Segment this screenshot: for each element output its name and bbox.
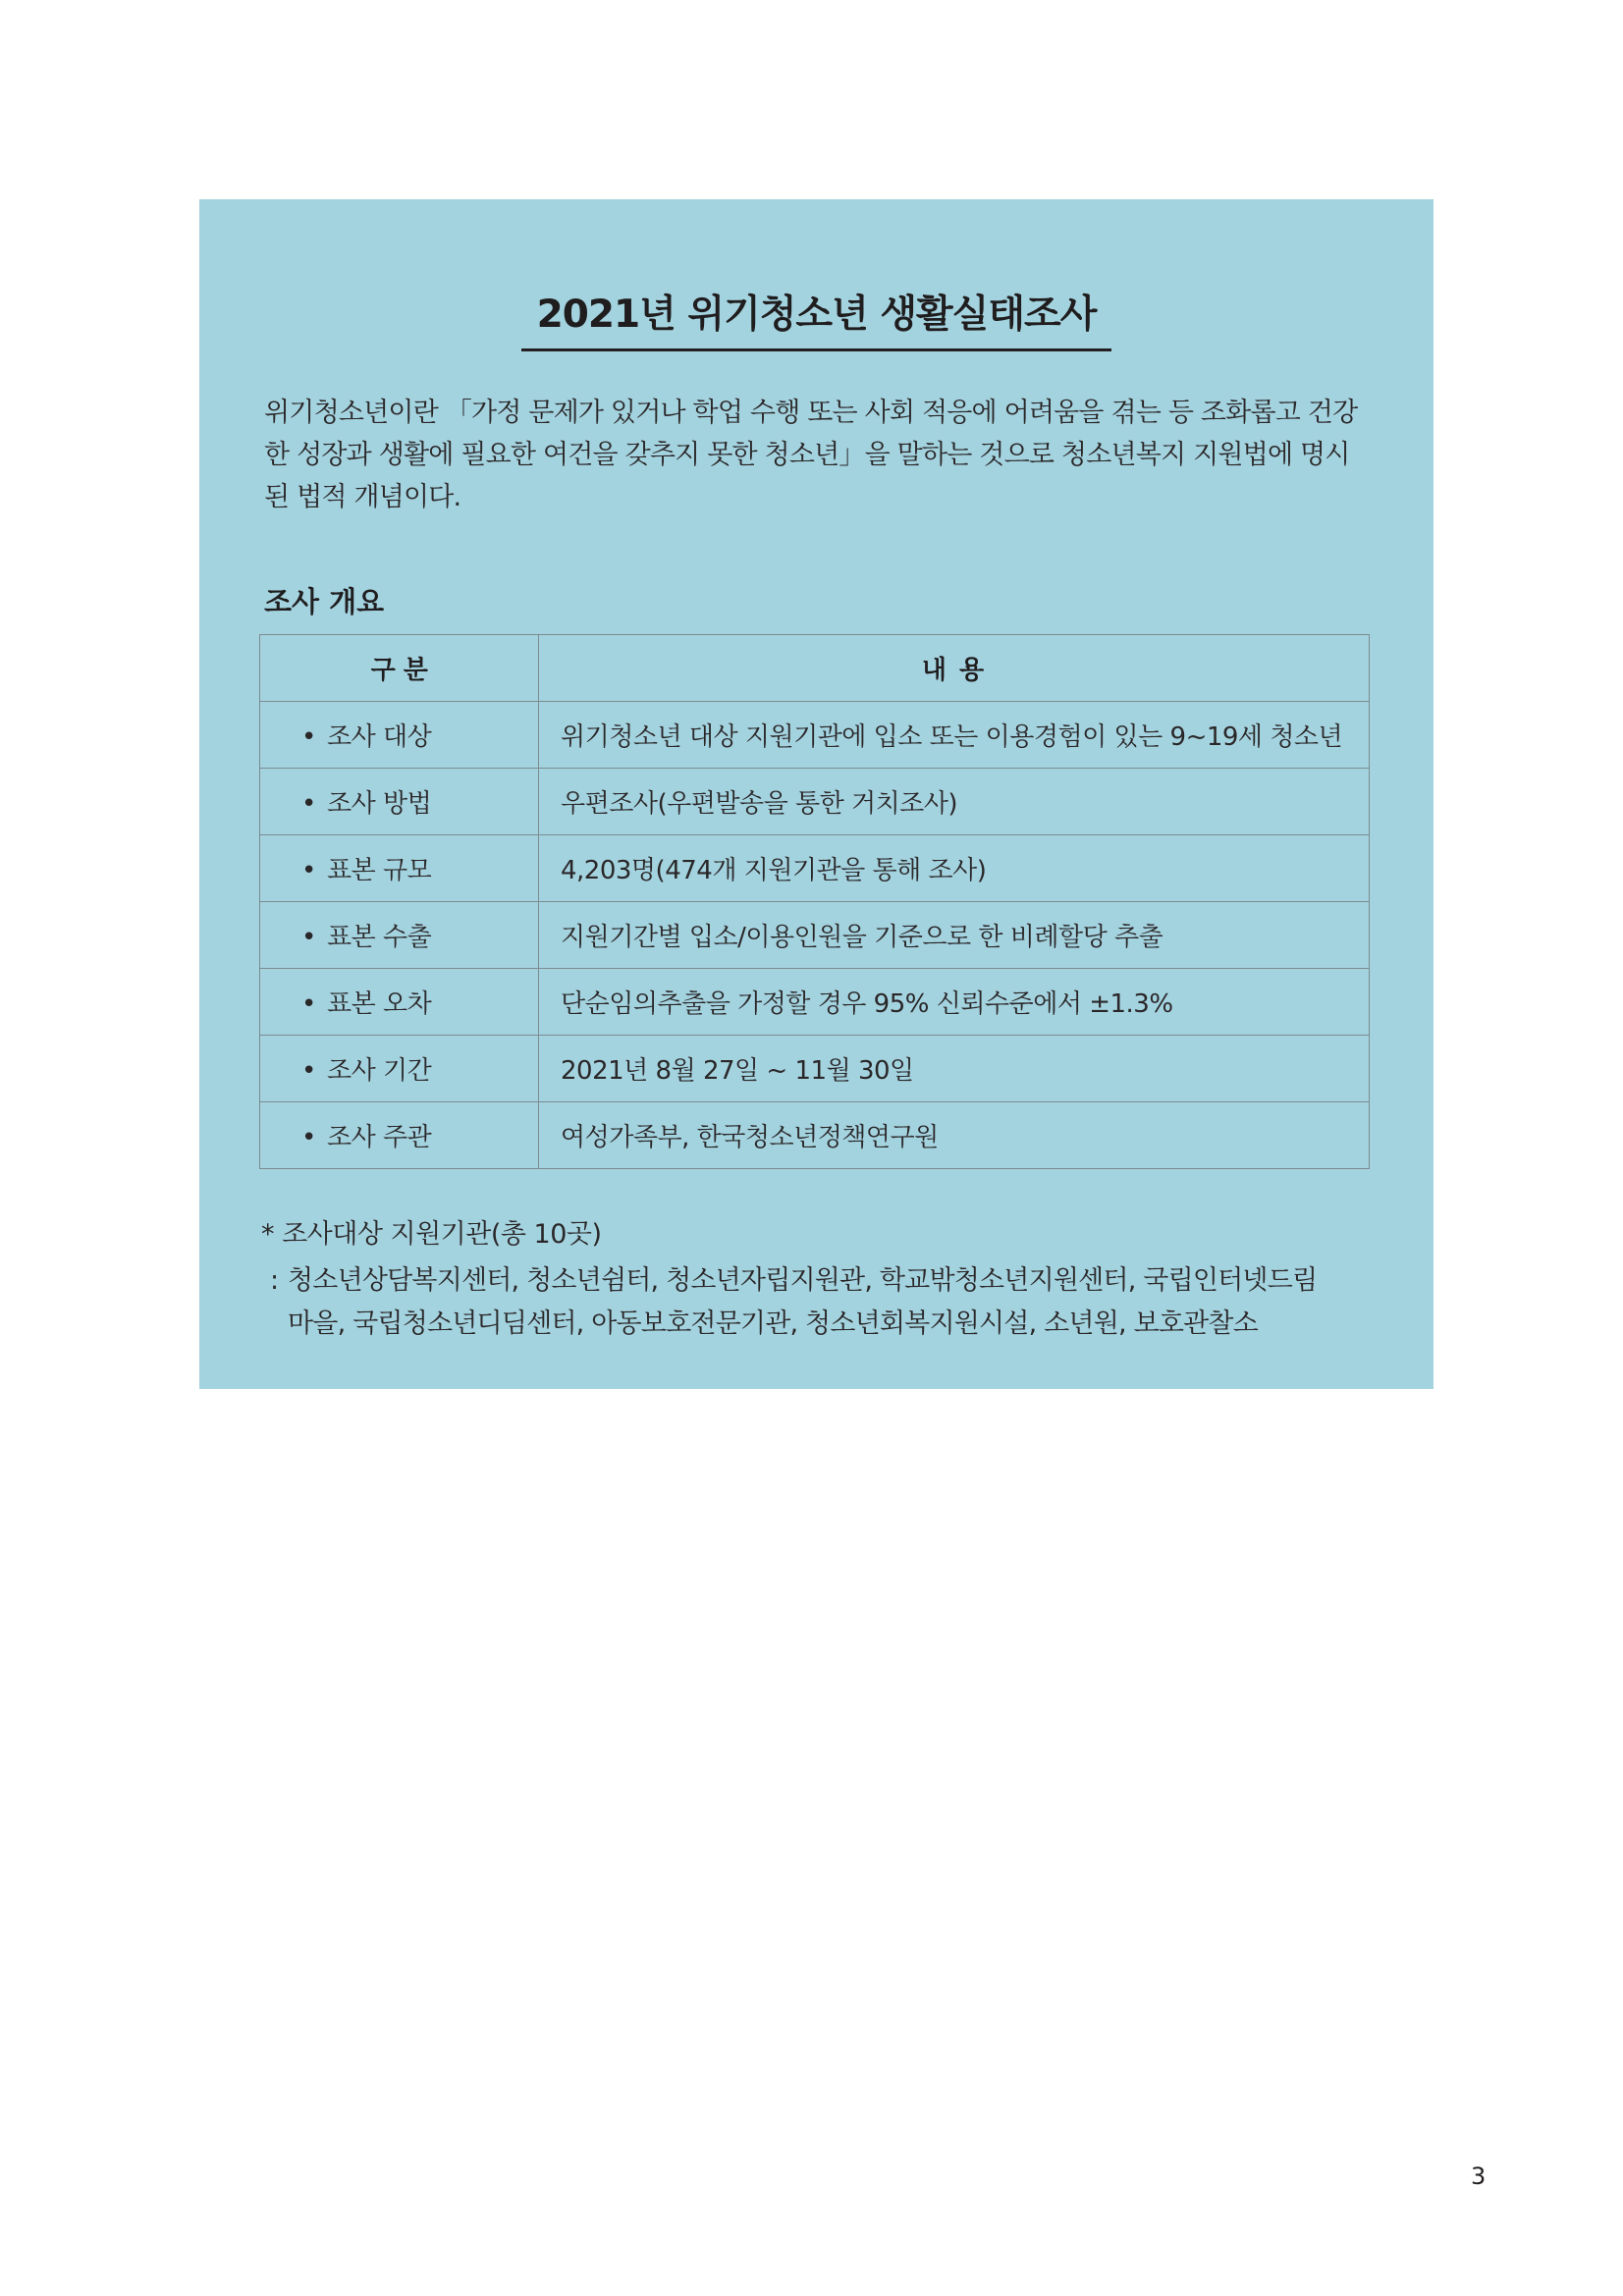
row-value: 우편조사(우편발송을 통한 거치조사) <box>539 769 1370 835</box>
bullet-icon: • <box>301 989 316 1019</box>
table-row <box>260 902 1370 969</box>
note-prefix: : <box>270 1265 279 1296</box>
row-label-cell <box>260 1036 539 1102</box>
row-label-cell <box>260 769 539 835</box>
row-value: 여성가족부, 한국청소년정책연구원 <box>539 1102 1370 1169</box>
table-header-category: 구 분 <box>260 635 539 702</box>
bullet-icon: • <box>301 1123 316 1152</box>
row-label: 조사 방법 <box>327 789 432 819</box>
note-title: * 조사대상 지원기관(총 10곳) <box>261 1219 602 1250</box>
row-label: 표본 오차 <box>327 989 432 1019</box>
bullet-icon: • <box>301 923 316 952</box>
row-label: 표본 규모 <box>327 856 432 885</box>
row-label: 조사 기간 <box>327 1056 432 1086</box>
intro-paragraph: 위기청소년이란 「가정 문제가 있거나 학업 수행 또는 사회 적응에 어려움을 겪는 등 조화롭고 건강한 성장과 생활에 필요한 여건을 갖추지 못한 청소년」을 말하는 것으로 청소년복지 지원법에 명시된 법적 개념이다. <box>264 398 1358 512</box>
survey-info-panel <box>199 199 1434 1389</box>
row-value: 단순임의추출을 가정할 경우 95% 신뢰수준에서 ±1.3% <box>539 969 1370 1036</box>
bullet-icon: • <box>301 1056 316 1086</box>
note-line-1 <box>270 1259 1360 1303</box>
row-label: 조사 주관 <box>327 1123 432 1152</box>
row-label-cell <box>260 969 539 1036</box>
table-row <box>260 835 1370 902</box>
table-row <box>260 1036 1370 1102</box>
row-value: 위기청소년 대상 지원기관에 입소 또는 이용경험이 있는 9~19세 청소년 <box>539 702 1370 769</box>
row-label-cell <box>260 702 539 769</box>
note-line-1-text: 청소년상담복지센터, 청소년쉼터, 청소년자립지원관, 학교밖청소년지원센터, 국립인터넷드림 <box>288 1265 1318 1296</box>
table-header-content: 내 용 <box>539 635 1370 702</box>
row-label: 조사 대상 <box>327 722 432 752</box>
note-line-2: 마을, 국립청소년디딤센터, 아동보호전문기관, 청소년회복지원시설, 소년원, 보호관찰소 <box>288 1308 1258 1339</box>
row-label-cell <box>260 835 539 902</box>
table-row <box>260 702 1370 769</box>
table-row <box>260 769 1370 835</box>
row-label-cell <box>260 1102 539 1169</box>
bullet-icon: • <box>301 789 316 819</box>
overview-table <box>259 634 1370 1169</box>
bullet-icon: • <box>301 722 316 752</box>
page-number: 3 <box>1471 2163 1487 2190</box>
row-label: 표본 수출 <box>327 923 432 952</box>
row-value: 지원기간별 입소/이용인원을 기준으로 한 비례할당 추출 <box>539 902 1370 969</box>
row-value: 2021년 8월 27일 ~ 11월 30일 <box>539 1036 1370 1102</box>
bullet-icon: • <box>301 856 316 885</box>
title-wrapper <box>199 284 1434 351</box>
note-body <box>270 1259 1360 1346</box>
section-title: 조사 개요 <box>264 585 385 618</box>
row-value: 4,203명(474개 지원기관을 통해 조사) <box>539 835 1370 902</box>
row-label-cell <box>260 902 539 969</box>
table-header-row <box>260 635 1370 702</box>
table-row <box>260 969 1370 1036</box>
page-title: 2021년 위기청소년 생활실태조사 <box>521 284 1112 351</box>
table-row <box>260 1102 1370 1169</box>
